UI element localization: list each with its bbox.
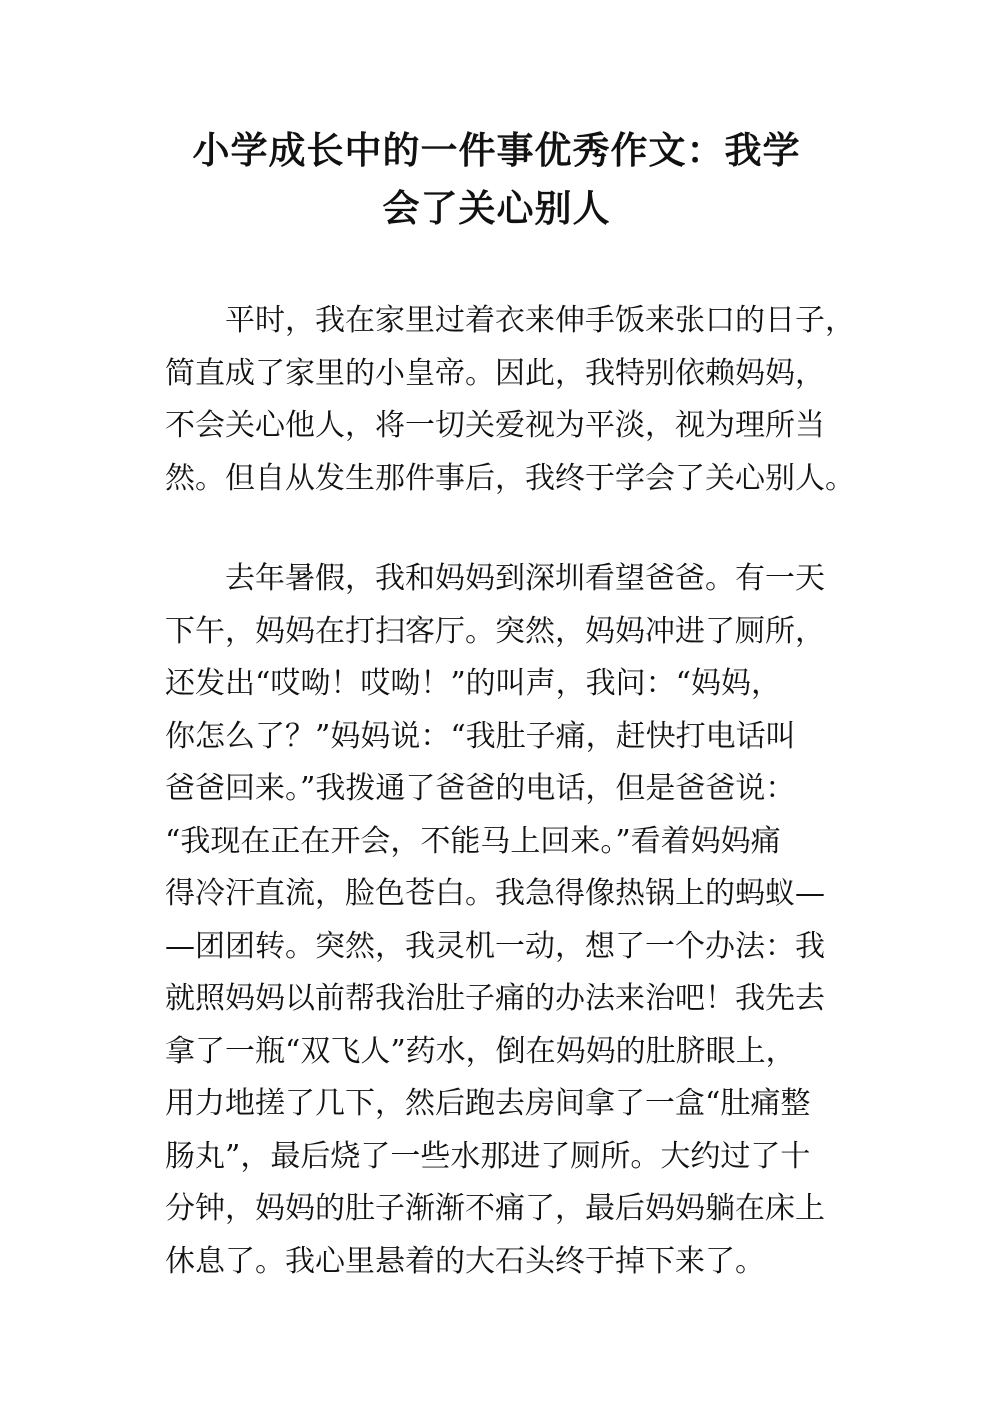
paragraph-line: 然。但自从发生那件事后，我终于学会了关心别人。 — [165, 460, 855, 496]
title-line-1: 小学成长中的一件事优秀作文：我学 — [192, 129, 801, 172]
paragraph-line: “我现在正在开会，不能马上回来。”看着妈妈痛 — [165, 823, 781, 859]
paragraph-line: 爸爸回来。”我拨通了爸爸的电话，但是爸爸说： — [165, 771, 796, 806]
paragraph-line: 平时，我在家里过着衣来伸手饭来张口的日子， — [165, 303, 855, 338]
paragraph-line: 分钟，妈妈的肚子渐渐不痛了，最后妈妈躺在床上 — [165, 1191, 825, 1226]
paragraph-1 — [165, 295, 865, 505]
title-line-2: 会了关心别人 — [382, 187, 611, 230]
paragraph-line: 休息了。我心里悬着的大石头终于掉下来了。 — [165, 1243, 765, 1279]
paragraph-line: 不会关心他人，将一切关爱视为平淡，视为理所当 — [165, 408, 825, 443]
paragraph-2 — [165, 553, 865, 1288]
paragraph-line: 用力地搓了几下，然后跑去房间拿了一盒“肚痛整 — [165, 1086, 811, 1121]
paragraph-line: 还发出“哎呦！哎呦！”的叫声，我问：“妈妈， — [165, 666, 782, 701]
paragraph-line: 下午，妈妈在打扫客厅。突然，妈妈冲进了厕所， — [165, 613, 825, 649]
paragraph-line: 就照妈妈以前帮我治肚子痛的办法来治吧！我先去 — [165, 981, 825, 1016]
document-title — [150, 122, 843, 238]
paragraph-line: 去年暑假，我和妈妈到深圳看望爸爸。有一天 — [165, 561, 825, 596]
paragraph-line: 简直成了家里的小皇帝。因此，我特别依赖妈妈， — [165, 355, 825, 391]
paragraph-line: —团团转。突然，我灵机一动，想了一个办法：我 — [165, 928, 825, 964]
paragraph-line: 拿了一瓶“双飞人”药水，倒在妈妈的肚脐眼上， — [165, 1033, 796, 1069]
paragraph-line: 肠丸”，最后烧了一些水那进了厕所。大约过了十 — [165, 1138, 811, 1174]
paragraph-line: 得冷汗直流，脸色苍白。我急得像热锅上的蚂蚁— — [165, 876, 825, 911]
paragraph-line: 你怎么了？”妈妈说：“我肚子痛，赶快打电话叫 — [165, 718, 796, 754]
